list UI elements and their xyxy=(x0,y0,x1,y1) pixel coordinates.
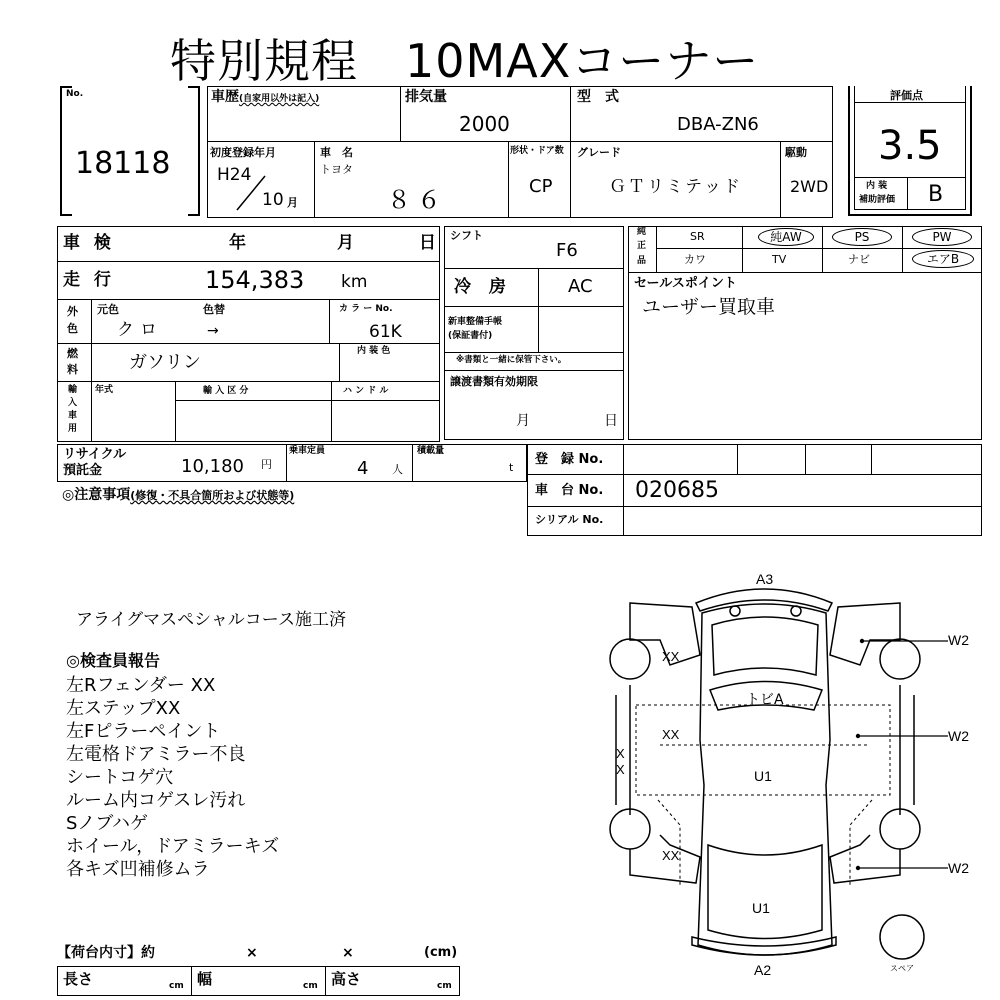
capacity-label: 乗車定員 xyxy=(289,446,326,456)
equip-pw: PW xyxy=(912,228,972,246)
inspection-year: 年 xyxy=(229,233,246,253)
mileage-value: 154,383 xyxy=(205,266,305,294)
lot-no-label: No. xyxy=(66,89,84,99)
shift-label: シフト xyxy=(450,229,483,242)
recycle-unit: 円 xyxy=(261,458,272,471)
cargo-cm-1: cm xyxy=(169,981,184,991)
ext-color-label-1: 外 xyxy=(67,305,78,318)
score-value: 3.5 xyxy=(878,123,942,169)
vehicle-info-table xyxy=(207,86,833,218)
aircon-label: 冷 房 xyxy=(454,277,512,297)
load-label: 積載量 xyxy=(417,446,445,456)
equipment-table xyxy=(628,226,982,440)
maintenance-label-1: 新車整備手帳 xyxy=(448,317,503,327)
score-box xyxy=(848,86,972,218)
maintenance-label-2: (保証書付) xyxy=(448,331,493,341)
drive-label: 駆動 xyxy=(785,146,807,159)
recycle-label-2: 預託金 xyxy=(63,463,103,478)
mileage-unit: km xyxy=(341,272,368,292)
remarks-note: アライグマスペシャルコース施工済 xyxy=(76,610,346,630)
diag-bottom: A2 xyxy=(754,962,772,978)
shift-value: F6 xyxy=(556,240,578,261)
equip-aw: 純AW xyxy=(758,228,814,246)
history-label: 車歴 xyxy=(211,89,239,105)
diag-left-door: XX xyxy=(662,727,680,742)
drive-value: 2WD xyxy=(790,177,829,196)
inspector-line: 左Rフェンダー XX xyxy=(66,675,216,696)
recycle-label-1: リサイクル xyxy=(63,447,127,462)
diag-right-f: W2 xyxy=(948,632,969,648)
orig-color-label: 元色 xyxy=(97,303,119,316)
score-label: 評価点 xyxy=(890,89,923,102)
equip-label-2: 正 xyxy=(637,241,647,251)
equip-ps: PS xyxy=(832,228,892,246)
first-reg-month: 10 xyxy=(262,190,284,210)
first-reg-label: 初度登録年月 xyxy=(210,146,276,159)
import-year-label: 年式 xyxy=(95,385,114,395)
inspector-line: 各キズ凹補修ムラ xyxy=(66,859,210,880)
inspector-title: ◎検査員報告 xyxy=(66,651,160,670)
color-change-label: 色替 xyxy=(203,303,225,316)
cargo-x1: × xyxy=(246,945,258,961)
reg-label: 登 録 No. xyxy=(535,452,604,467)
interior-color-label: 内 装 色 xyxy=(357,346,391,356)
inspection-month: 月 xyxy=(337,233,354,253)
body-label: 形状・ドア数 xyxy=(510,146,564,156)
aircon-value: AC xyxy=(568,276,593,297)
recycle-value: 10,180 xyxy=(181,456,244,477)
import-label-2: 入 xyxy=(68,398,78,408)
lot-number: 18118 xyxy=(75,146,171,181)
diag-roof: トビA xyxy=(746,692,784,708)
first-reg-year: H24 xyxy=(217,165,252,185)
maintenance-note: ※書類と一緒に保管下さい。 xyxy=(456,355,567,365)
interior-label-1: 内 装 xyxy=(866,181,888,191)
diag-left-step-2: X xyxy=(616,762,625,777)
cargo-unit: (cm) xyxy=(424,945,458,960)
import-handle-label: ハ ン ド ル xyxy=(343,386,389,396)
diag-floor: U1 xyxy=(752,900,770,916)
import-label-4: 用 xyxy=(68,424,78,434)
body-value: CP xyxy=(529,176,553,197)
capacity-value: 4 xyxy=(357,458,369,479)
inspector-line: 左ステップXX xyxy=(66,698,181,719)
orig-color-value: クロ xyxy=(117,320,163,340)
fuel-label-1: 燃 xyxy=(67,347,78,360)
cargo-height-label: 高さ xyxy=(331,970,362,988)
inspection-day: 日 xyxy=(419,233,436,253)
ext-color-label-2: 色 xyxy=(67,322,78,335)
first-reg-month-unit: 月 xyxy=(287,196,298,209)
inspector-line: Sノブハゲ xyxy=(66,813,148,834)
model-label: 型 式 xyxy=(577,89,619,105)
middle-info-table xyxy=(444,226,624,440)
diag-seat: U1 xyxy=(754,768,772,784)
name-value: ８６ xyxy=(387,186,447,214)
notice-label: ◎注意事項(修復・不具合箇所および状態等) xyxy=(62,487,295,503)
name-label: 車 名 xyxy=(320,146,353,159)
cargo-title: 【荷台内寸】約 xyxy=(57,945,155,961)
interior-score: B xyxy=(928,182,944,207)
sales-value: ユーザー買取車 xyxy=(642,296,776,318)
interior-label-2: 補助評価 xyxy=(859,195,896,205)
chassis-label: 車 台 No. xyxy=(535,483,604,498)
equip-label-3: 品 xyxy=(637,256,647,266)
cargo-x2: × xyxy=(342,945,354,961)
lot-box xyxy=(60,86,200,214)
capacity-unit: 人 xyxy=(392,463,403,476)
serial-label: シリアル No. xyxy=(535,513,604,526)
diag-right-r: W2 xyxy=(948,860,969,876)
inspector-line: ホイール，ドアミラーキズ xyxy=(66,836,280,857)
equip-leather: カワ xyxy=(684,253,706,266)
inspector-line: 左電格ドアミラー不良 xyxy=(66,744,246,765)
cargo-cm-2: cm xyxy=(303,981,318,991)
displacement-value: 2000 xyxy=(459,112,510,136)
color-code-label: カ ラ ー No. xyxy=(339,304,393,314)
equip-airbag: エアB xyxy=(912,250,974,268)
load-unit: t xyxy=(509,461,514,474)
import-label-1: 輸 xyxy=(68,385,78,395)
diag-left-step-1: X xyxy=(616,746,625,761)
chassis-value: 020685 xyxy=(635,478,719,503)
registration-table xyxy=(527,444,982,536)
diag-top: A3 xyxy=(756,571,774,587)
diag-spare: スペア xyxy=(890,964,914,973)
transfer-label: 譲渡書類有効期限 xyxy=(450,375,538,388)
inspector-line: 左Fピラーペイント xyxy=(66,721,221,742)
diag-right-door: W2 xyxy=(948,728,969,744)
fuel-value: ガソリン xyxy=(129,352,201,373)
name-maker: トヨタ xyxy=(320,163,353,176)
fuel-label-2: 料 xyxy=(67,363,78,376)
equip-label-1: 純 xyxy=(637,227,647,237)
history-sub: (自家用以外は記入) xyxy=(239,94,320,104)
displacement-label: 排気量 xyxy=(405,89,447,105)
sales-label: セールスポイント xyxy=(634,276,737,291)
diag-left-r: XX xyxy=(662,848,680,863)
cargo-width-label: 幅 xyxy=(197,970,213,988)
inspector-line: ルーム内コゲスレ汚れ xyxy=(66,790,246,811)
inspection-label: 車 検 xyxy=(63,233,115,253)
car-damage-diagram xyxy=(600,565,990,995)
equip-navi: ナビ xyxy=(848,253,870,266)
equip-tv: TV xyxy=(772,253,787,266)
import-class-label: 輸 入 区 分 xyxy=(203,386,249,396)
color-code-value: 61K xyxy=(369,322,402,342)
transfer-month: 月 xyxy=(516,413,530,429)
cargo-table xyxy=(57,966,460,996)
model-value: DBA-ZN6 xyxy=(677,114,759,135)
transfer-day: 日 xyxy=(604,413,618,429)
color-change-value: → xyxy=(207,323,219,339)
cargo-cm-3: cm xyxy=(437,981,452,991)
equip-sr: SR xyxy=(690,230,705,243)
cargo-length-label: 長さ xyxy=(63,970,94,988)
diag-left-f: XX xyxy=(662,649,680,664)
grade-label: グレード xyxy=(577,146,621,159)
inspector-line: シートコゲ穴 xyxy=(66,767,174,788)
import-label-3: 車 xyxy=(68,411,78,421)
mileage-label: 走 行 xyxy=(63,270,115,290)
page-title: 特別規程 10MAXコーナー xyxy=(170,34,760,88)
grade-value: ＧＴリミテッド xyxy=(609,177,742,197)
